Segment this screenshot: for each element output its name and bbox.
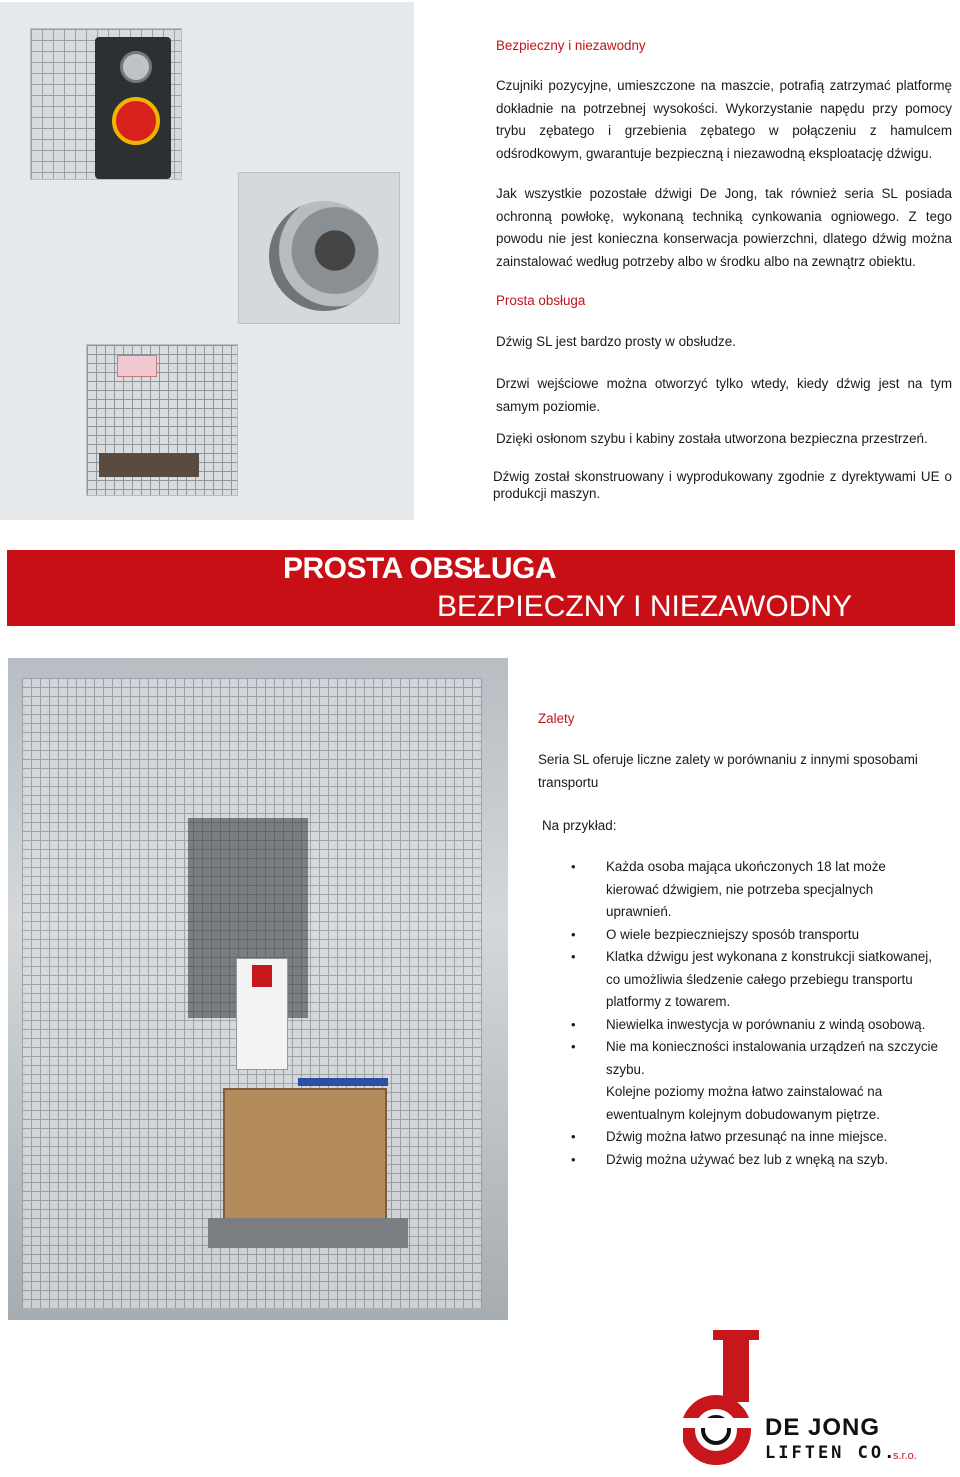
platform-base <box>208 1218 408 1248</box>
banner-line-1: PROSTA OBSŁUGA <box>283 552 557 585</box>
heading-simple: Prosta obsługa <box>496 293 586 308</box>
cardboard-boxes <box>223 1088 387 1222</box>
list-item: • Dźwig można używać bez lub z wnęką na szyb. <box>606 1149 946 1172</box>
bullet-icon: • <box>571 859 576 874</box>
list-item: • Klatka dźwigu jest wykonana z konstrukcji siatkowanej, co umożliwia śledzenie całego przebiegu transportu platformy z towarem. <box>606 946 946 1014</box>
control-box <box>95 37 171 179</box>
pulley-photo <box>238 172 400 324</box>
heading-advantages: Zalety <box>538 711 575 726</box>
bullet-icon: • <box>571 1129 576 1144</box>
advantages-list <box>571 856 946 1171</box>
list-item: • Każda osoba mająca ukończonych 18 lat może kierować dźwigiem, nie potrzeba specjalnych uprawnień. <box>606 856 906 924</box>
company-logo <box>683 1330 933 1470</box>
paragraph-simple-4: Dźwig został skonstruowany i wyprodukowany zgodnie z dyrektywami UE o produkcji maszyn. <box>493 469 952 501</box>
example-label: Na przykład: <box>542 818 617 833</box>
platform-floor <box>99 453 199 477</box>
emergency-stop-icon <box>112 97 160 145</box>
pulley-wheel-icon <box>269 201 379 311</box>
photo-column <box>0 2 414 520</box>
logo-suffix: s.r.o. <box>893 1450 917 1462</box>
list-item: • O wiele bezpieczniejszy sposób transportu <box>606 924 946 947</box>
gate-photo <box>86 344 238 496</box>
paragraph-simple-3: Dzięki osłonom szybu i kabiny została utworzona bezpieczna przestrzeń. <box>496 431 928 446</box>
list-item: • Nie ma konieczności instalowania urządzeń na szczycie szybu. <box>606 1036 946 1081</box>
paragraph-safe-2: Jak wszystkie pozostałe dźwigi De Jong, tak również seria SL posiada ochronną powłokę, wykonaną techniką cynkowania ogniowego. Z tego powodu nie jest konieczna konserwacja powierzchni, dlatego dźwig można zainstalować według potrzeby albo w środku albo na zewnątrz obiektu. <box>496 186 952 269</box>
list-item: Kolejne poziomy można łatwo zainstalować na ewentualnym kolejnym dobudowanym piętrze. <box>606 1084 883 1122</box>
warning-sign-icon <box>117 355 157 377</box>
title-banner <box>7 550 955 626</box>
heading-safe: Bezpieczny i niezawodny <box>496 38 646 53</box>
logo-text-line-2: LIFTEN CO. <box>765 1443 898 1463</box>
bullet-icon: • <box>571 926 576 942</box>
sign-plate-icon <box>236 958 288 1070</box>
logo-text-line-1: DE JONG <box>765 1414 881 1441</box>
control-panel-photo <box>30 28 182 180</box>
bullet-icon: • <box>571 1151 576 1167</box>
advantages-intro: Seria SL oferuje liczne zalety w porównaniu z innymi sposobami transportu <box>538 752 918 790</box>
list-item: • Dźwig można łatwo przesunąć na inne miejsce. <box>606 1126 946 1149</box>
paragraph-simple-2: Drzwi wejściowe można otworzyć tylko wtedy, kiedy dźwig jest na tym samym poziomie. <box>496 376 952 414</box>
bullet-icon: • <box>571 1016 576 1032</box>
trolley-handle <box>298 1078 388 1086</box>
bullet-icon: • <box>571 949 576 964</box>
lift-cage-photo <box>8 658 508 1320</box>
paragraph-simple-1: Dźwig SL jest bardzo prosty w obsłudze. <box>496 334 736 349</box>
banner-line-2: BEZPIECZNY I NIEZAWODNY <box>437 590 853 623</box>
bullet-icon: • <box>571 1039 576 1054</box>
paragraph-safe-1: Czujniki pozycyjne, umieszczone na maszcie, potrafią zatrzymać platformę dokładnie na potrzebnej wysokości. Wykorzystanie napędu przy pomocy trybu zębatego i grzebienia zębatego w połączeniu z hamulcem odśrodkowym, gwarantuje bezpieczną i niezawodną eksploatację dźwigu. <box>496 78 952 161</box>
indicator-icon <box>120 51 152 83</box>
list-item: • Niewielka inwestycja w porównaniu z windą osobową. <box>606 1014 946 1037</box>
